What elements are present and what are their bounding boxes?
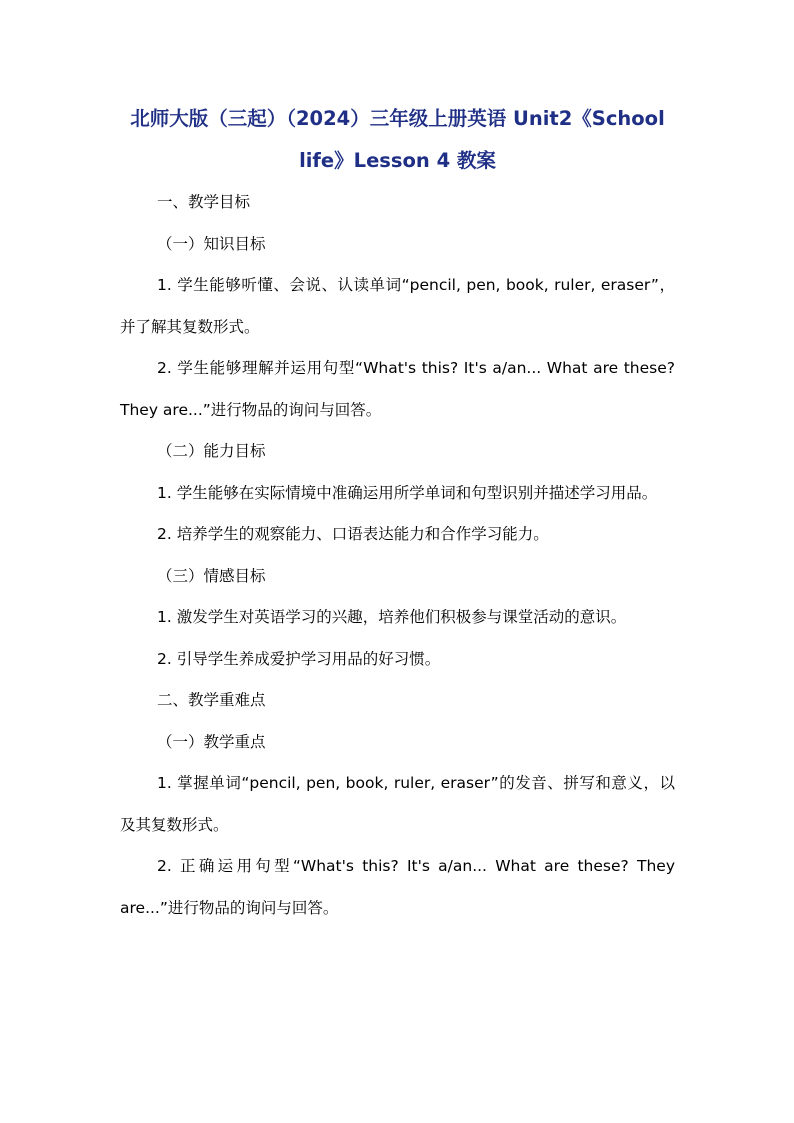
subheading-knowledge: （一）知识目标 [157,234,266,253]
paragraph-key-1: 1. 掌握单词“pencil, pen, book, ruler, eraser”的发音、拼写和意义，以及其复数形式。 [120,774,675,834]
document-page [120,98,675,929]
paragraph-key-2: 2. 正确运用句型“What's this? It's a/an... What are these? They are...”进行物品的询问与回答。 [120,857,675,917]
subheading-key-points: （一）教学重点 [157,732,266,751]
paragraph-ability-1: 1. 学生能够在实际情境中准确运用所学单词和句型识别并描述学习用品。 [157,483,658,502]
paragraph-knowledge-1: 1. 学生能够听懂、会说、认读单词“pencil, pen, book, ruler, eraser”，并了解其复数形式。 [120,276,675,336]
subheading-ability: （二）能力目标 [157,442,266,460]
section-heading-key-difficult: 二、教学重难点 [157,691,266,709]
subheading-emotion: （三）情感目标 [157,566,266,585]
section-heading-objectives: 一、教学目标 [157,193,251,211]
paragraph-emotion-1: 1. 激发学生对英语学习的兴趣，培养他们积极参与课堂活动的意识。 [157,608,627,626]
document-title: 北师大版（三起）（2024）三年级上册英语 Unit2《School life》Lesson 4 教案 [130,107,665,172]
paragraph-knowledge-2: 2. 学生能够理解并运用句型“What's this? It's a/an... What are these? They are...”进行物品的询问与回答。 [120,359,675,419]
paragraph-ability-2: 2. 培养学生的观察能力、口语表达能力和合作学习能力。 [157,525,549,543]
paragraph-emotion-2: 2. 引导学生养成爱护学习用品的好习惯。 [157,649,441,668]
